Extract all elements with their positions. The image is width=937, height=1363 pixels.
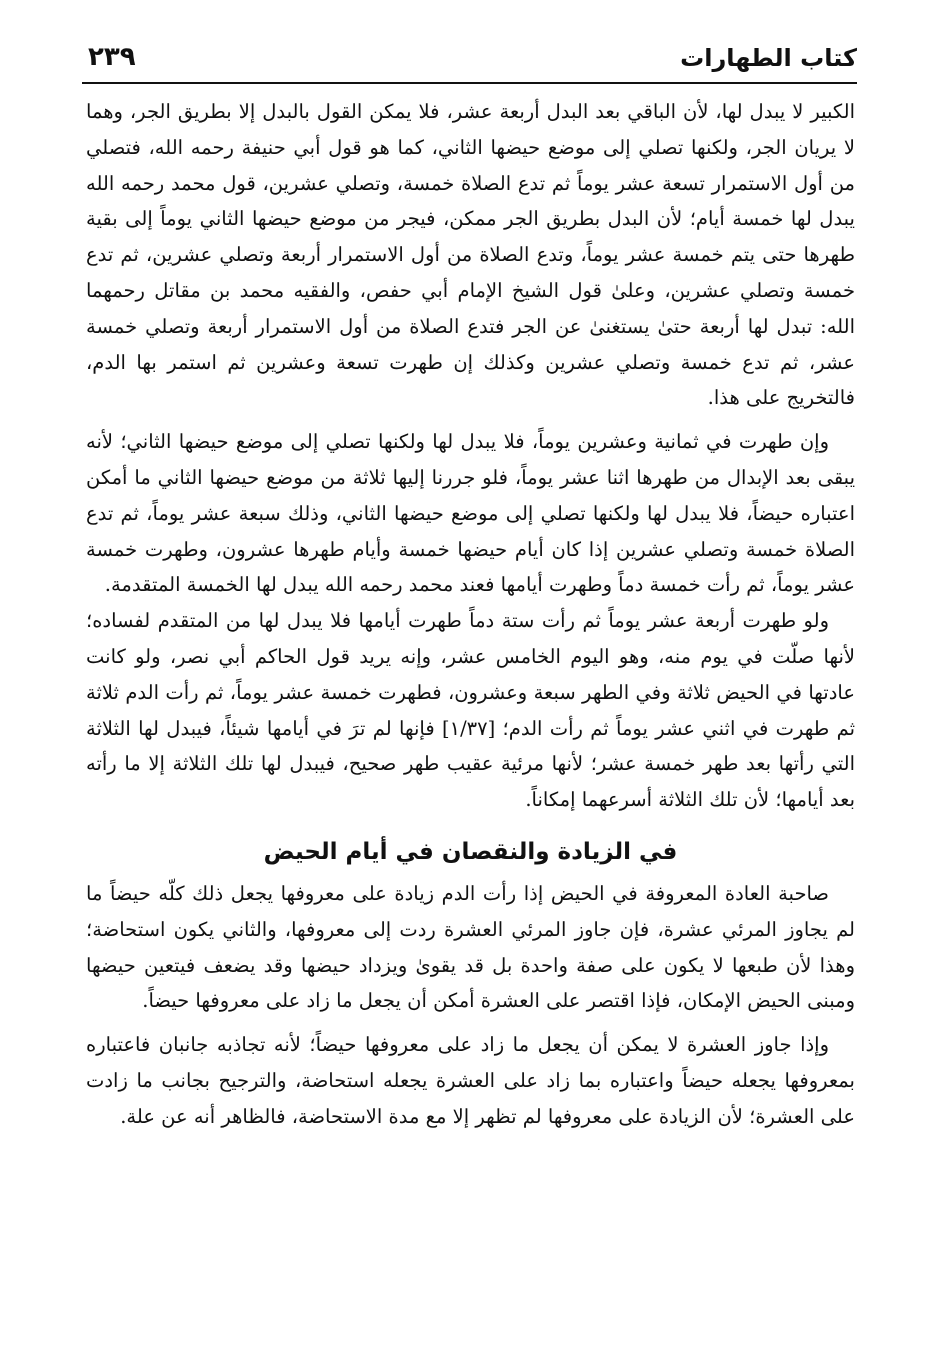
section-heading: في الزيادة والنقصان في أيام الحيض: [263, 838, 678, 865]
paragraph: الكبير لا يبدل لها، لأن الباقي بعد البدل أربعة عشر، فلا يمكن القول بالبدل إلا بطريق الجر، وهما لا يريان الجر، ولكنها تصلي إلى موضع حيضها الثاني، كما هو قول أبي حنيفة رحمه الله، فتصلي من أول الاستمرار تسعة عشر يوماً ثم تدع الصلاة خمسة، وتصلي عشرين، قول محمد رحمه الله يبدل لها خمسة أيام؛ لأن البدل بطريق الجر ممكن، فيجر من موضع حيضها الثاني يوماً إلى بقية طهرها حتى يتم خمسة عشر يوماً، وتدع الصلاة من أول الاستمرار أربعة وتصلي عشرين، ثم تدع خمسة وتصلي عشرين، وعلىٰ قول الشيخ الإمام أبي حفص، والفقيه محمد بن مقاتل رحمهما الله: تبدل لها أربعة حتىٰ يستغنىٰ عن الجر فتدع الصلاة من أول الاستمرار أربعة وتصلي خمسة عشر، ثم تدع خمسة وتصلي عشرين وكذلك إن طهرت تسعة وعشرين ثم استمر بها الدم، فالتخريج على هذا.: [86, 100, 855, 410]
paragraph: وإن طهرت في ثمانية وعشرين يوماً، فلا يبدل لها ولكنها تصلي إلى موضع حيضها الثاني؛ لأنه يبقى بعد الإبدال من طهرها اثنا عشر يوماً، فلو جررنا إليها ثلاثة من موضع حيضها الثاني ما أمكن اعتباره حيضاً، فلا يبدل لها ولكنها تصلي إلى موضع حيضها الثاني، وذلك سبعة عشر يوماً، ثم تدع الصلاة خمسة وتصلي عشرين إذا كان أيام حيضها خمسة وأيام طهرها عشرون، وطهرت خمسة عشر يوماً، ثم رأت خمسة دماً وطهرت أيامها فعند محمد رحمه الله يبدل لها الخمسة المتقدمة.: [86, 430, 855, 597]
body-text: [86, 94, 855, 1135]
paragraph: صاحبة العادة المعروفة في الحيض إذا رأت الدم زيادة على معروفها يجعل ذلك كلّه حيضاً ما لم يجاوز المرئي عشرة، فإن جاوز المرئي العشرة ردت إلى معروفها، والثاني يكون استحاضة؛ وهذا لأن طبعها لا يكون على صفة واحدة بل قد يقوىٰ ويزداد حيضها وقد يضعف فيتعين حيضها ومبنى الحيض الإمكان، فإذا اقتصر على العشرة أمكن أن يجعل ما زاد على معروفها حيضاً.: [86, 881, 855, 1013]
paragraph: وإذا جاوز العشرة لا يمكن أن يجعل ما زاد على معروفها حيضاً؛ لأنه تجاذبه جانبان فاعتباره بمعروفها يجعله حيضاً واعتباره بما زاد على العشرة يجعله استحاضة، والترجيح بجانب ما زادت على العشرة؛ لأن الزيادة على معروفها لم تظهر إلا مع مدة الاستحاضة، فالظاهر أنه عن علة.: [86, 1033, 855, 1128]
paragraph: ولو طهرت أربعة عشر يوماً ثم رأت ستة دماً طهرت أيامها فلا يبدل لها من المتقدم لفساده؛ لأنها صلّت في يوم منه، وهو اليوم الخامس عشر، وإنه يريد قول الحاكم أبي نصر، ولو كانت عادتها في الحيض ثلاثة وفي الطهر سبعة وعشرون، فطهرت خمسة عشر يوماً، ثم رأت الدم ثلاثة ثم طهرت في اثني عشر يوماً ثم رأت الدم؛ [١/٣٧] فإنها لم ترَ في أيامها شيئاً، فيبدل لها الثلاثة التي رأتها بعد طهر خمسة عشر؛ لأنها مرئية عقيب طهر صحيح، فيبدل لها تلك الثلاثة إلا ما رأته بعد أيامها؛ لأن تلك الثلاثة أسرعهما إمكاناً.: [86, 609, 856, 812]
book-title: كتاب الطهارات: [680, 44, 857, 72]
running-header: [82, 38, 857, 84]
page-number: ٢٣٩: [88, 42, 136, 72]
